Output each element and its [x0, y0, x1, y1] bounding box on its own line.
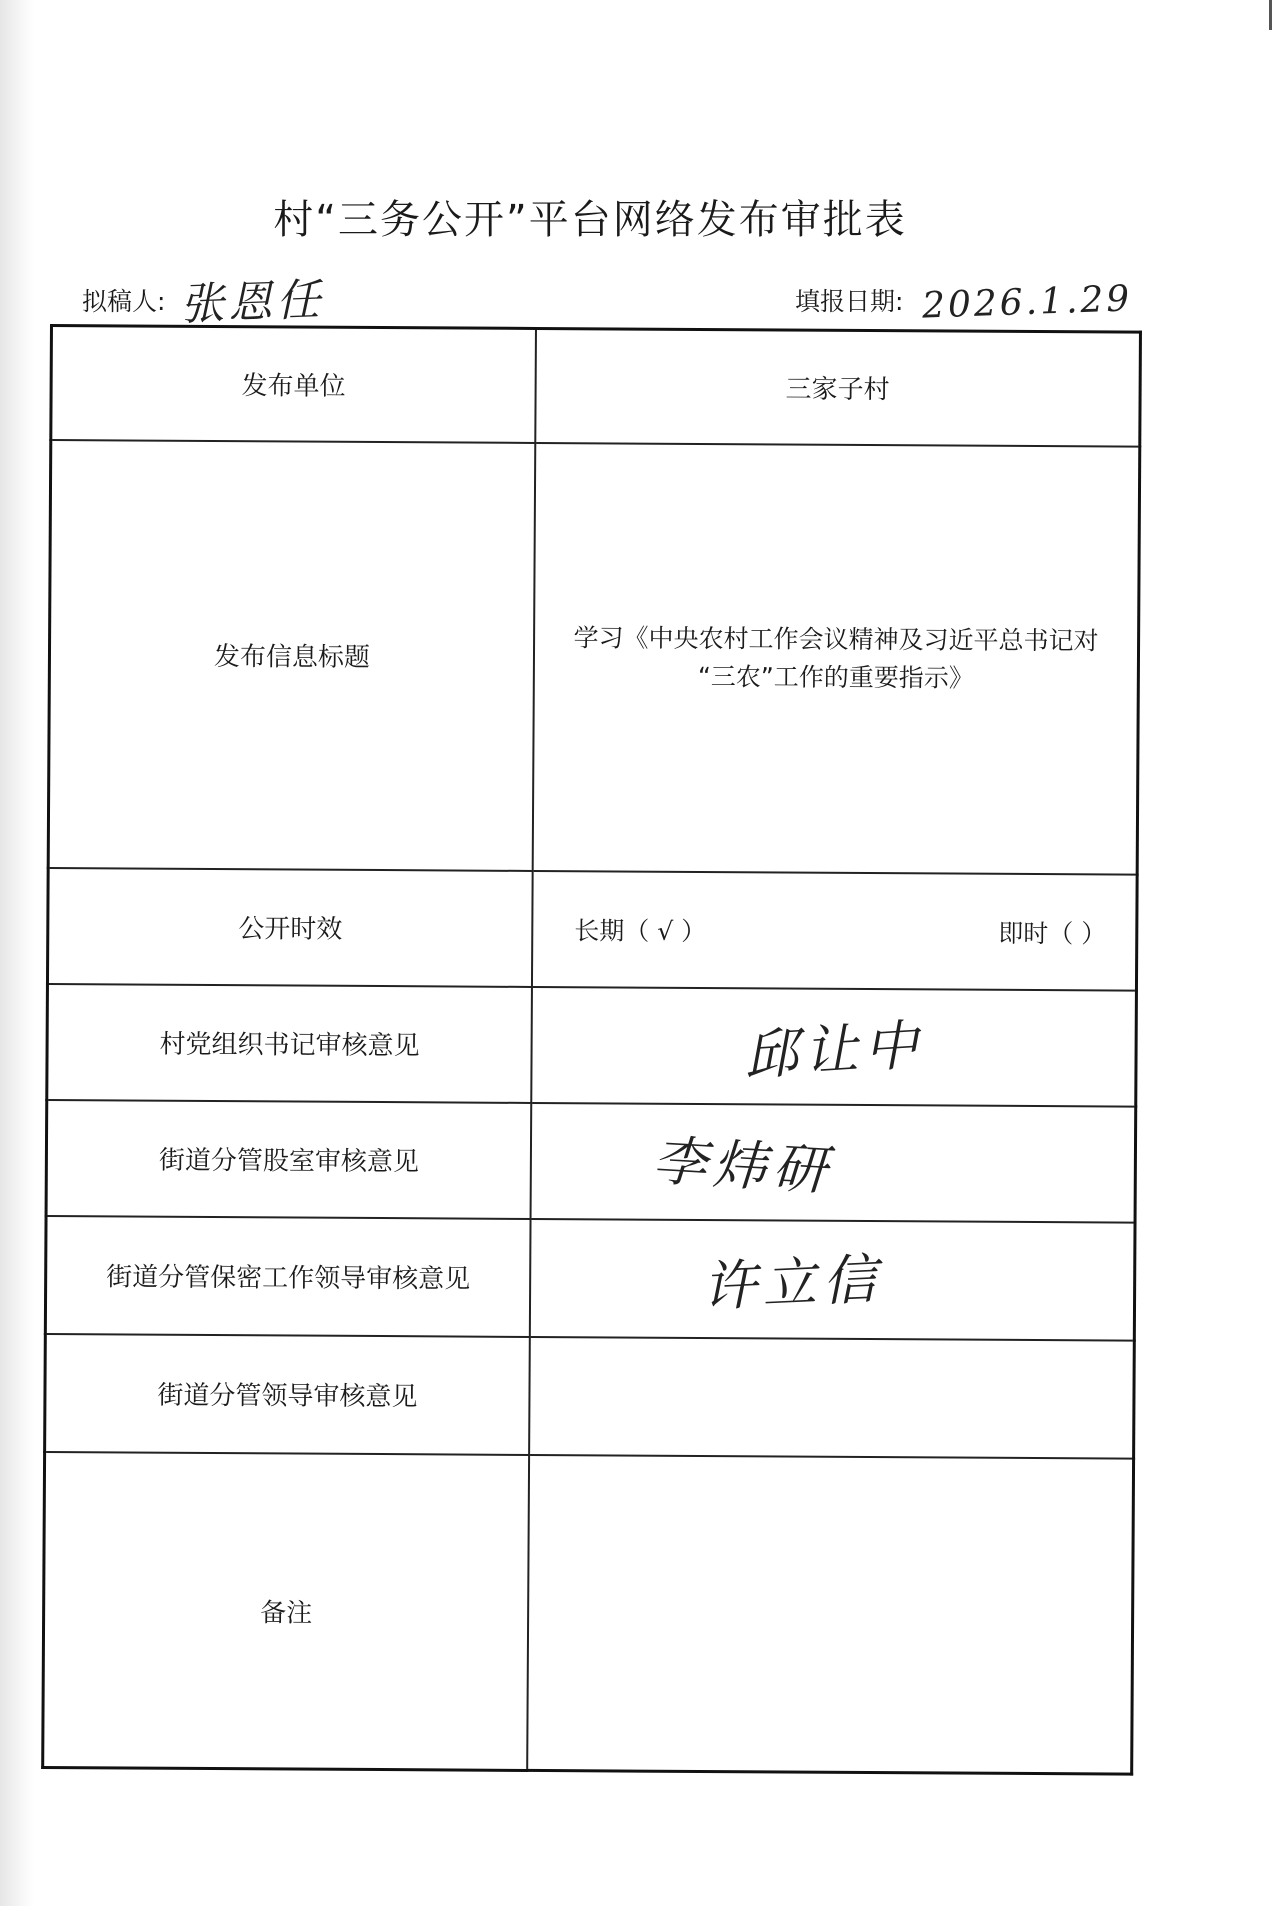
scan-edge-shadow: [0, 0, 34, 1906]
info-title-line-2: “三农”工作的重要指示》: [697, 661, 974, 693]
drafter-label: 拟稿人:: [82, 287, 166, 316]
confidentiality-leader-label: 街道分管保密工作领导审核意见: [45, 1215, 530, 1336]
row-confidentiality-leader: [45, 1215, 1135, 1340]
info-title-label: 发布信息标题: [48, 440, 535, 871]
remarks-value: [527, 1454, 1133, 1774]
publisher-label: 发布单位: [51, 326, 536, 443]
party-secretary-opinion: [531, 986, 1136, 1106]
street-office-opinion: [531, 1102, 1136, 1222]
date-label: 填报日期:: [795, 287, 904, 316]
confidentiality-leader-signature: 许立信: [701, 1247, 884, 1319]
party-secretary-label: 村党组织书记审核意见: [47, 983, 532, 1102]
info-title-line-1: 学习《中央农村工作会议精神及习近平总书记对: [573, 622, 1099, 655]
row-street-office: [46, 1099, 1136, 1222]
confidentiality-leader-opinion: [530, 1218, 1135, 1340]
street-leader-label: 街道分管领导审核意见: [45, 1333, 530, 1454]
approval-form-table: [41, 324, 1142, 1776]
remarks-label: 备注: [43, 1451, 529, 1770]
row-street-leader: [45, 1333, 1135, 1458]
row-party-secretary: [47, 983, 1137, 1106]
form-title: 村“三务公开”平台网络发布审批表: [273, 197, 907, 243]
timeliness-value: [532, 870, 1137, 990]
timeliness-long-option: 长期（ √ ）: [574, 915, 707, 946]
party-secretary-signature: 邱让中: [742, 1013, 926, 1088]
timeliness-immediate-option: 即时（ ）: [998, 918, 1107, 948]
row-info-title: [48, 440, 1140, 875]
street-office-signature: 李炜研: [650, 1129, 835, 1203]
street-office-label: 街道分管股室审核意见: [46, 1099, 531, 1218]
date-handwritten-value: 2026.1.29: [921, 278, 1133, 327]
row-timeliness: [47, 867, 1137, 990]
info-title-value: [533, 442, 1140, 874]
row-publisher: [51, 326, 1141, 447]
scan-corner-mark: [1269, 0, 1272, 30]
street-leader-opinion: [529, 1336, 1134, 1458]
row-remarks: [43, 1451, 1134, 1774]
drafter-handwritten-name: 张恩任: [179, 274, 326, 331]
timeliness-label: 公开时效: [47, 867, 532, 986]
publisher-value: 三家子村: [535, 328, 1140, 446]
